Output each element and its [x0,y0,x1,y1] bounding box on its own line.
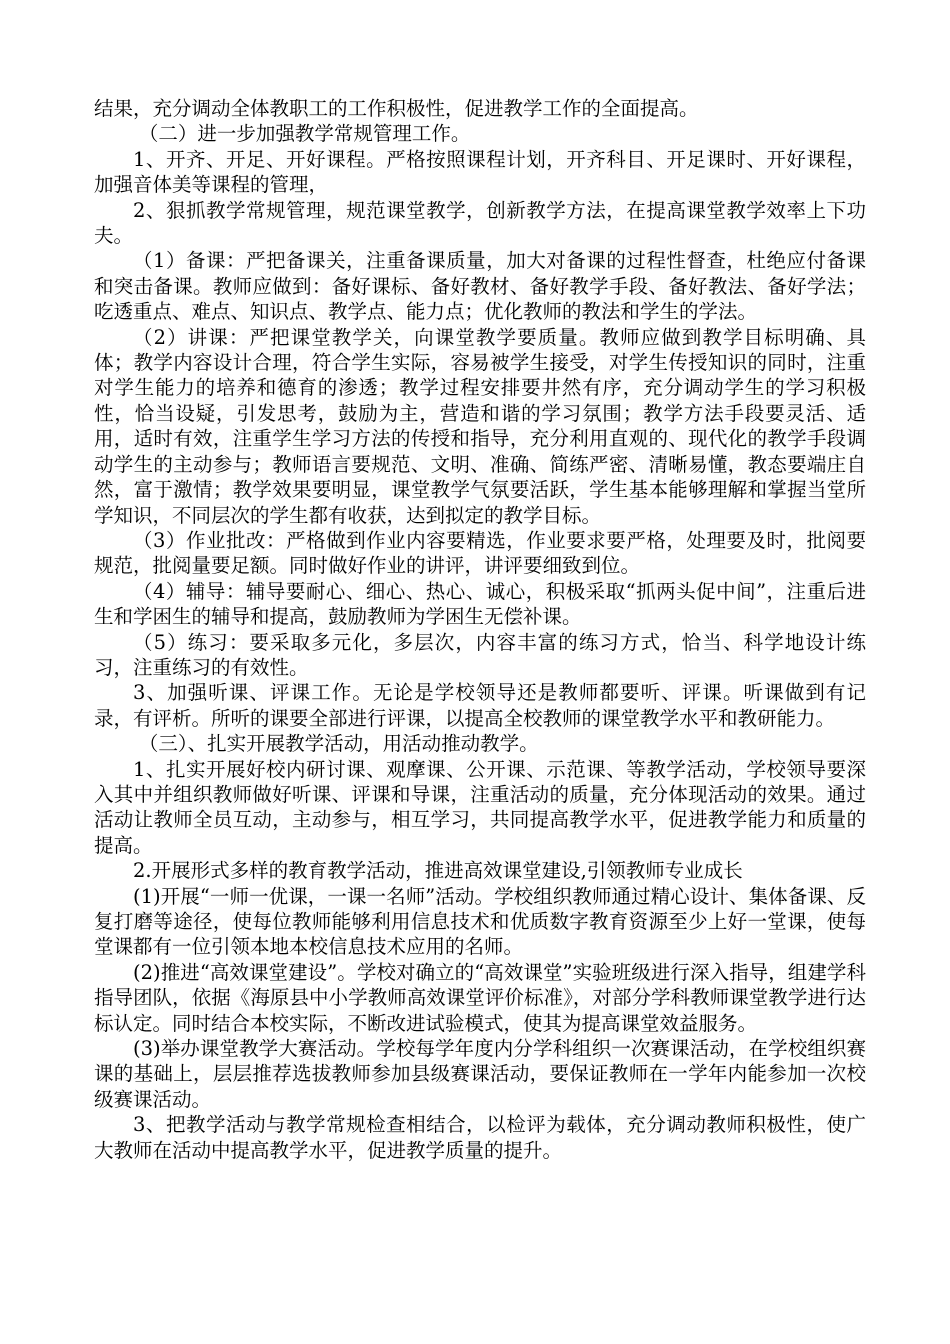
paragraph: （5）练习：要采取多元化，多层次，内容丰富的练习方式，恰当、科学地设计练习，注重练习的有效性。 [94,630,866,679]
paragraph: （1）备课：严把备课关，注重备课质量，加大对备课的过程性督查，杜绝应付备课和突击备课。教师应做到：备好课标、备好教材、备好教学手段、备好教法、备好学法；吃透重点、难点、知识点、教学点、能力点；优化教师的教法和学生的学法。 [94,249,866,324]
paragraph: 3、加强听课、评课工作。无论是学校领导还是教师都要听、评课。听课做到有记录，有评析。所听的课要全部进行评课，以提高全校教师的课堂教学水平和教研能力。 [94,681,866,730]
document-page [94,96,866,1163]
paragraph: （3）作业批改：严格做到作业内容要精选，作业要求要严格，处理要及时，批阅要规范，批阅量要足额。同时做好作业的讲评，讲评要细致到位。 [94,528,866,578]
paragraph: （4）辅导：辅导要耐心、细心、热心、诚心，积极采取“抓两头促中间”，注重后进生和学困生的辅导和提高，鼓励教师为学困生无偿补课。 [94,579,866,629]
paragraph: （2）讲课：严把课堂教学关，向课堂教学要质量。教师应做到教学目标明确、具体；教学内容设计合理，符合学生实际，容易被学生接受，对学生传授知识的同时，注重对学生能力的培养和德育的渗透；教学过程安排要井然有序，充分调动学生的学习积极性，恰当设疑，引发思考，鼓励为主，营造和谐的学习氛围；教学方法手段要灵活、适用，适时有效，注重学生学习方法的传授和指导，充分利用直观的、现代化的教学手段调动学生的主动参与；教师语言要规范、文明、准确、简练严密、清晰易懂，教态要端庄自然，富于激情；教学效果要明显，课堂教学气氛要活跃，学生基本能够理解和掌握当堂所学知识，不同层次的学生都有收获，达到拟定的教学目标。 [94,325,866,527]
paragraph: 1、开齐、开足、开好课程。严格按照课程计划，开齐科目、开足课时、开好课程，加强音体美等课程的管理， [94,147,866,197]
section-heading-3: （三）、扎实开展教学活动，用活动推动教学。 [138,732,539,756]
paragraph: 2.开展形式多样的教育教学活动，推进高效课堂建设,引领教师专业成长 [133,859,743,883]
paragraph: 3、把教学活动与教学常规检查相结合，以检评为载体，充分调动教师积极性，使广大教师在活动中提高教学水平，促进教学质量的提升。 [94,1113,866,1162]
section-heading-2: （二）进一步加强教学常规管理工作。 [138,122,471,146]
paragraph: 1、扎实开展好校内研讨课、观摩课、公开课、示范课、等教学活动，学校领导要深入其中并组织教师做好听课、评课和导课，注重活动的质量，充分体现活动的效果。通过活动让教师全员互动，主动参与，相互学习，共同提高教学水平，促进教学能力和质量的提高。 [94,757,866,857]
paragraph: 2、狠抓教学常规管理，规范课堂教学，创新教学方法，在提高课堂教学效率上下功夫。 [94,198,866,248]
paragraph-continuation: 结果，充分调动全体教职工的工作积极性，促进教学工作的全面提高。 [94,97,699,120]
paragraph: (2)推进“高效课堂建设”。学校对确立的“高效课堂”实验班级进行深入指导，组建学科指导团队，依据《海原县中小学教师高效课堂评价标准》，对部分学科教师课堂教学进行达标认定。同时结合本校实际，不断改进试验模式，使其为提高课堂效益服务。 [94,960,866,1035]
paragraph: (3)举办课堂教学大赛活动。学校每学年度内分学科组织一次赛课活动，在学校组织赛课的基础上，层层推荐选拔教师参加县级赛课活动，要保证教师在一学年内能参加一次校级赛课活动。 [94,1037,866,1111]
paragraph: (1)开展“一师一优课，一课一名师”活动。学校组织教师通过精心设计、集体备课、反复打磨等途径，使每位教师能够利用信息技术和优质数字教育资源至少上好一堂课，使每堂课都有一位引领本地本校信息技术应用的名师。 [94,884,866,959]
